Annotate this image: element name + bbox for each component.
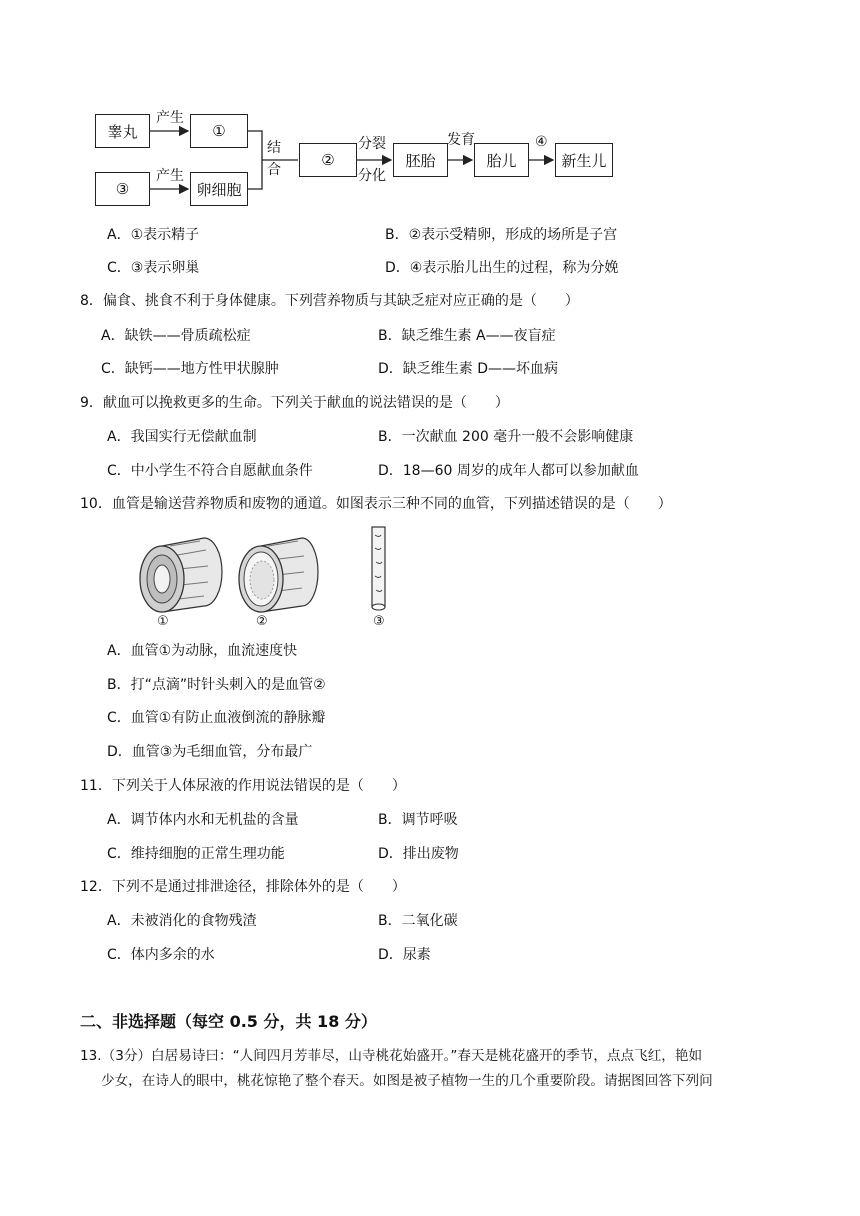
q8-option-a: A．缺铁——骨质疏松症 [101, 328, 251, 344]
produce-label-top: 产生 [156, 110, 184, 126]
q11-option-c: C．维持细胞的正常生理功能 [107, 846, 285, 862]
divide-label: 分裂 [358, 136, 386, 152]
vein-image [239, 538, 318, 612]
box1-label: ① [212, 122, 226, 140]
q9-option-b: B．一次献血 200 毫升一般不会影响健康 [378, 429, 634, 445]
q7-option-c: C．③表示卵巢 [107, 260, 200, 276]
q9-option-d: D．18—60 周岁的成年人都可以参加献血 [378, 463, 639, 479]
fig-label-3: ③ [373, 614, 385, 629]
q12-option-a: A．未被消化的食物残渣 [107, 913, 257, 929]
q8-option-c: C．缺钙——地方性甲状腺肿 [101, 361, 279, 377]
section2-title: 二、非选择题（每空 0.5 分，共 18 分） [80, 1012, 377, 1031]
q11-stem: 11．下列关于人体尿液的作用说法错误的是（ ） [80, 778, 406, 794]
box2-label: ② [321, 151, 335, 169]
box3-label: ③ [115, 180, 130, 198]
q8-stem: 8．偏食、挑食不利于身体健康。下列营养物质与其缺乏症对应正确的是（ ） [80, 293, 579, 309]
develop-label: 发育 [447, 132, 475, 148]
q10-option-d: D．血管③为毛细血管，分布最广 [107, 744, 313, 760]
q10-option-a: A．血管①为动脉，血流速度快 [107, 643, 298, 659]
q9-option-c: C．中小学生不符合自愿献血条件 [107, 463, 313, 479]
q10-stem: 10．血管是输送营养物质和废物的通道。如图表示三种不同的血管，下列描述错误的是（ ） [80, 496, 672, 512]
q12-stem: 12．下列不是通过排泄途径，排除体外的是（ ） [80, 879, 406, 895]
q12-option-b: B．二氧化碳 [378, 913, 458, 929]
egg-label: 卵细胞 [196, 180, 242, 199]
q11-option-a: A．调节体内水和无机盐的含量 [107, 812, 299, 828]
combine-label-1: 结 [267, 140, 281, 156]
q11-option-d: D．排出废物 [378, 846, 459, 862]
q10-option-b: B．打“点滴”时针头刺入的是血管② [107, 677, 326, 693]
q13-line1: 13.（3分）白居易诗曰：“人间四月芳菲尽，山寺桃花始盛开。”春天是桃花盛开的季节，点点飞红，艳如 [80, 1048, 703, 1064]
q8-option-d: D．缺乏维生素 D——坏血病 [378, 361, 559, 377]
q12-option-c: C．体内多余的水 [107, 947, 215, 963]
q10-option-c: C．血管①有防止血液倒流的静脉瓣 [107, 710, 326, 726]
fetus-label: 胎儿 [486, 151, 517, 170]
produce-label-bottom: 产生 [156, 168, 184, 184]
q7-option-a: A．①表示精子 [107, 227, 200, 243]
q12-option-d: D．尿素 [378, 947, 431, 963]
embryo-label: 胚胎 [405, 151, 436, 170]
fig-label-2: ② [256, 614, 268, 629]
step4-label: ④ [535, 134, 548, 150]
newborn-label: 新生儿 [561, 151, 607, 170]
q13-line2: 少女，在诗人的眼中，桃花惊艳了整个春天。如图是被子植物一生的几个重要阶段。请据图回答下列问 [101, 1073, 713, 1089]
q8-option-b: B．缺乏维生素 A——夜盲症 [378, 328, 556, 344]
differentiate-label: 分化 [358, 168, 386, 184]
q9-stem: 9．献血可以挽救更多的生命。下列关于献血的说法错误的是（ ） [80, 395, 509, 411]
testis-label: 睾丸 [107, 122, 138, 141]
capillary-image [372, 527, 385, 610]
combine-label-2: 合 [267, 162, 281, 178]
fig-label-1: ① [157, 614, 169, 629]
artery-image [140, 538, 222, 612]
q7-option-b: B．②表示受精卵，形成的场所是子宫 [385, 227, 618, 243]
q7-option-d: D．④表示胎儿出生的过程，称为分娩 [385, 260, 619, 276]
q9-option-a: A．我国实行无偿献血制 [107, 429, 257, 445]
q11-option-b: B．调节呼吸 [378, 812, 458, 828]
